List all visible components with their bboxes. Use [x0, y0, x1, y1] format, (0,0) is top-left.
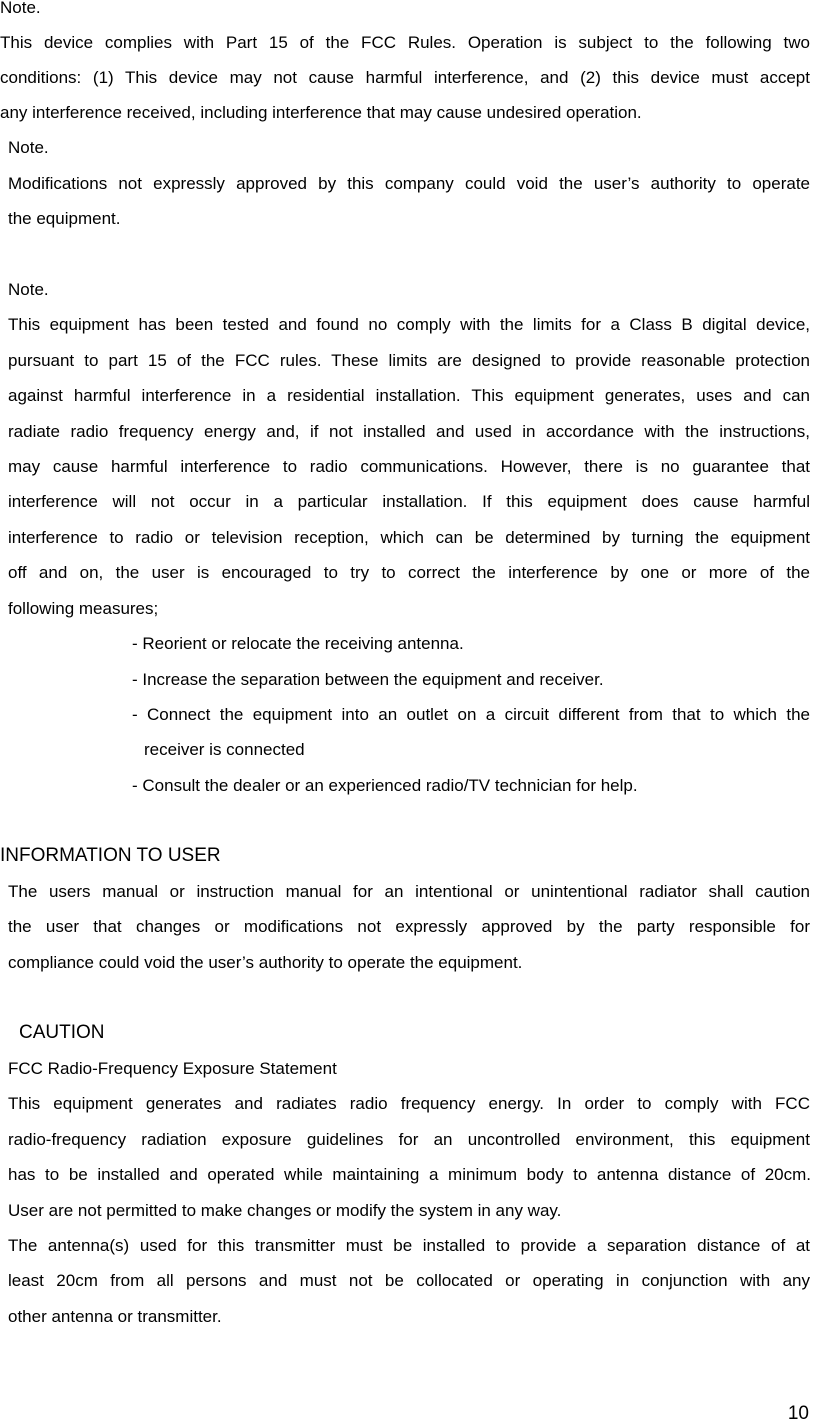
paragraph-line: This device complies with Part 15 of the FCC Rules. Operation is subject to the following two [0, 33, 810, 52]
paragraph-line: radiate radio frequency energy and, if not installed and used in accordance with the instructions, [8, 422, 810, 441]
information-heading: INFORMATION TO USER [0, 845, 221, 866]
paragraph-line: This equipment generates and radiates radio frequency energy. In order to comply with FCC [8, 1094, 810, 1113]
paragraph-line: interference to radio or television reception, which can be determined by turning the equipment [8, 528, 810, 547]
caution-heading: CAUTION [19, 1022, 105, 1043]
paragraph-line: pursuant to part 15 of the FCC rules. These limits are designed to provide reasonable protection [8, 351, 810, 370]
paragraph-line: off and on, the user is encouraged to try to correct the interference by one or more of the [8, 563, 810, 582]
paragraph-line: following measures; [8, 599, 159, 618]
paragraph-line: The users manual or instruction manual for an intentional or unintentional radiator shall caution [8, 882, 810, 901]
note-heading-1: Note. [0, 0, 41, 17]
paragraph-line: interference will not occur in a particular installation. If this equipment does cause harmful [8, 492, 810, 511]
paragraph-line: the equipment. [8, 209, 121, 228]
page-number: 10 [787, 1403, 809, 1424]
paragraph-line: radio-frequency radiation exposure guidelines for an uncontrolled environment, this equipment [8, 1130, 810, 1149]
paragraph-line: may cause harmful interference to radio communications. However, there is no guarantee that [8, 457, 810, 476]
paragraph-line: The antenna(s) used for this transmitter must be installed to provide a separation distance of at [8, 1236, 810, 1255]
paragraph-line: compliance could void the user’s authority to operate the equipment. [8, 953, 523, 972]
measure-item: - Increase the separation between the equipment and receiver. [132, 670, 604, 689]
measure-item-continued: receiver is connected [144, 740, 305, 759]
paragraph-line: User are not permitted to make changes or modify the system in any way. [8, 1201, 562, 1220]
paragraph-line: any interference received, including interference that may cause undesired operation. [0, 103, 642, 122]
paragraph-line: other antenna or transmitter. [8, 1307, 222, 1326]
measure-item: - Consult the dealer or an experienced radio/TV technician for help. [132, 776, 638, 795]
caution-subheading: FCC Radio-Frequency Exposure Statement [8, 1059, 337, 1078]
paragraph-line: least 20cm from all persons and must not be collocated or operating in conjunction with any [8, 1271, 810, 1290]
measure-item: - Reorient or relocate the receiving antenna. [132, 634, 464, 653]
paragraph-line: the user that changes or modifications not expressly approved by the party responsible for [8, 917, 810, 936]
paragraph-line: conditions: (1) This device may not cause harmful interference, and (2) this device must accept [0, 68, 810, 87]
paragraph-line: This equipment has been tested and found no comply with the limits for a Class B digital device, [8, 315, 810, 334]
note-heading-2: Note. [8, 138, 49, 157]
paragraph-line: has to be installed and operated while maintaining a minimum body to antenna distance of 20cm. [8, 1165, 811, 1184]
paragraph-line: Modifications not expressly approved by this company could void the user’s authority to operate [8, 174, 810, 193]
measure-item: - Connect the equipment into an outlet on a circuit different from that to which the [132, 705, 810, 724]
paragraph-line: against harmful interference in a residential installation. This equipment generates, uses and can [8, 386, 810, 405]
note-heading-3: Note. [8, 280, 49, 299]
